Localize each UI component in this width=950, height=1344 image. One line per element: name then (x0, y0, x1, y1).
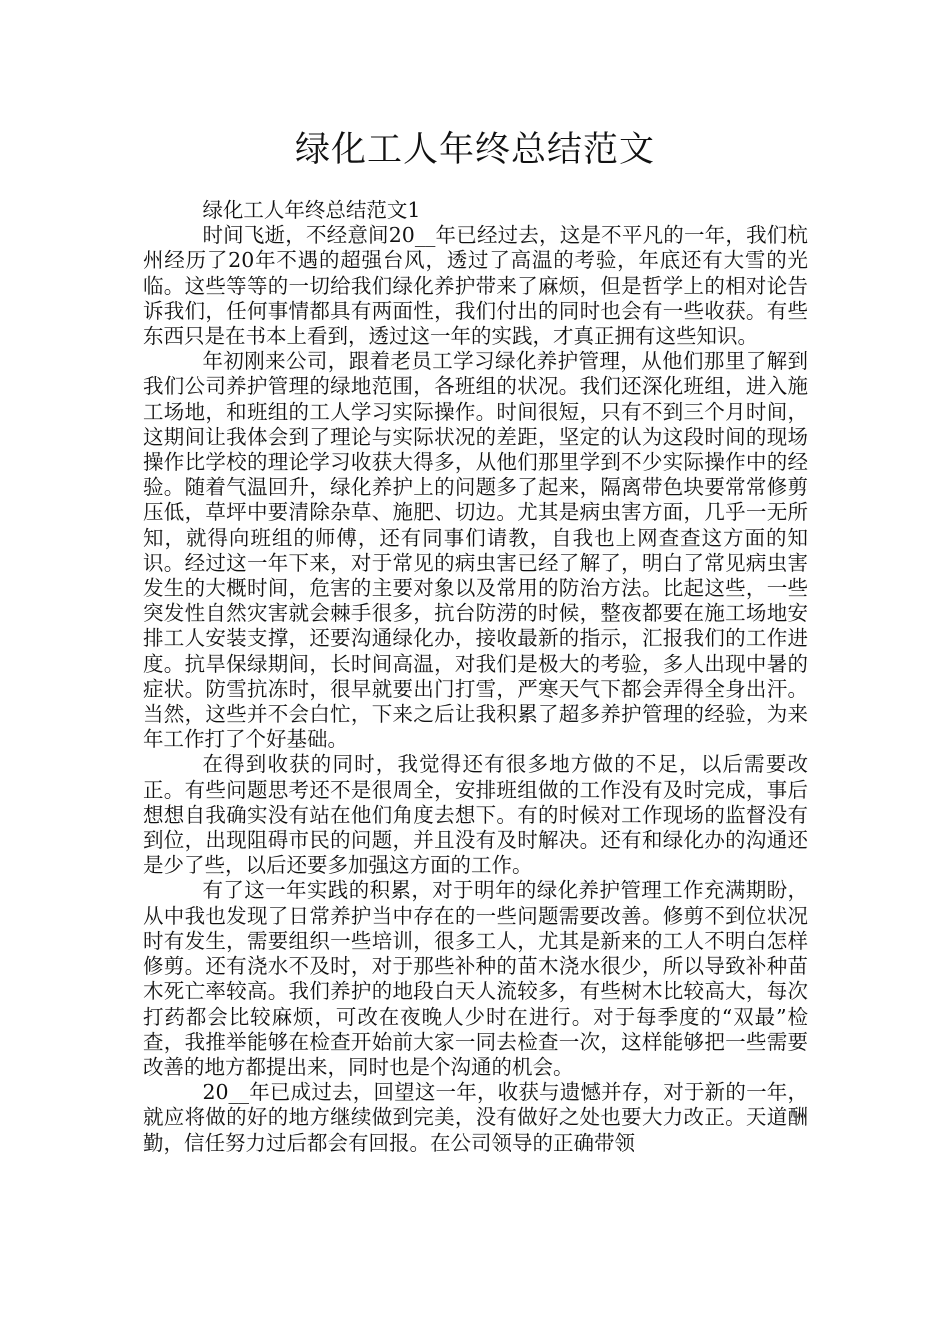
section-heading: 绿化工人年终总结范文1 (202, 198, 421, 222)
document-title: 绿化工人年终总结范文 (294, 130, 655, 170)
paragraph: 在得到收获的同时，我觉得还有很多地方做的不足，以后需要改正。有些问题思考还不是很周全，安排班组做的工作没有及时完成，事后想想自我确实没有站在他们角度去想下。有的时候对工作现场的监督没有到位，出现阻碍市民的问题，并且没有及时解决。还有和绿化办的沟通还是少了些，以后还要多加强这方面的工作。 (143, 752, 808, 878)
paragraph: 有了这一年实践的积累，对于明年的绿化养护管理工作充满期盼，从中我也发现了日常养护当中存在的一些问题需要改善。修剪不到位状况时有发生，需要组织一些培训，很多工人，尤其是新来的工人不明白怎样修剪。还有浇水不及时，对于那些补种的苗木浇水很少，所以导致补种苗木死亡率较高。我们养护的地段白天人流较多，有些树木比较高大，每次打药都会比较麻烦，可改在夜晚人少时在进行。对于每季度的“双最”检查，我推举能够在检查开始前大家一同去检查一次，这样能够把一些需要改善的地方都提出来，同时也是个沟通的机会。 (143, 878, 808, 1079)
paragraph: 20__年已成过去，回望这一年，收获与遗憾并存，对于新的一年，就应将做的好的地方继续做到完美，没有做好之处也要大力改正。天道酬勤，信任努力过后都会有回报。在公司领导的正确带领 (143, 1080, 808, 1155)
document-body (143, 198, 808, 1156)
paragraph: 年初刚来公司，跟着老员工学习绿化养护管理，从他们那里了解到我们公司养护管理的绿地范围，各班组的状况。我们还深化班组，进入施工场地，和班组的工人学习实际操作。时间很短，只有不到三个月时间，这期间让我体会到了理论与实际状况的差距，坚定的认为这段时间的现场操作比学校的理论学习收获大得多，从他们那里学到不少实际操作中的经验。随着气温回升，绿化养护上的问题多了起来，隔离带色块要常常修剪压低，草坪中要清除杂草、施肥、切边。尤其是病虫害方面，几乎一无所知，就得向班组的师傅，还有同事们请教，自我也上网查查这方面的知识。经过这一年下来，对于常见的病虫害已经了解了，明白了常见病虫害发生的大概时间，危害的主要对象以及常用的防治方法。比起这些，一些突发性自然灾害就会棘手很多，抗台防涝的时候，整夜都要在施工场地安排工人安装支撑，还要沟通绿化办，接收最新的指示，汇报我们的工作进度。抗旱保绿期间，长时间高温，对我们是极大的考验，多人出现中暑的症状。防雪抗冻时，很早就要出门打雪，严寒天气下都会弄得全身出汗。当然，这些并不会白忙，下来之后让我积累了超多养护管理的经验，为来年工作打了个好基础。 (143, 349, 808, 752)
paragraph: 时间飞逝，不经意间20__年已经过去，这是不平凡的一年，我们杭州经历了20年不遇的超强台风，透过了高温的考验，年底还有大雪的光临。这些等等的一切给我们绿化养护带来了麻烦，但是哲学上的相对论告诉我们，任何事情都具有两面性，我们付出的同时也会有一些收获。有些东西只是在书本上看到，透过这一年的实践，才真正拥有这些知识。 (143, 223, 808, 349)
